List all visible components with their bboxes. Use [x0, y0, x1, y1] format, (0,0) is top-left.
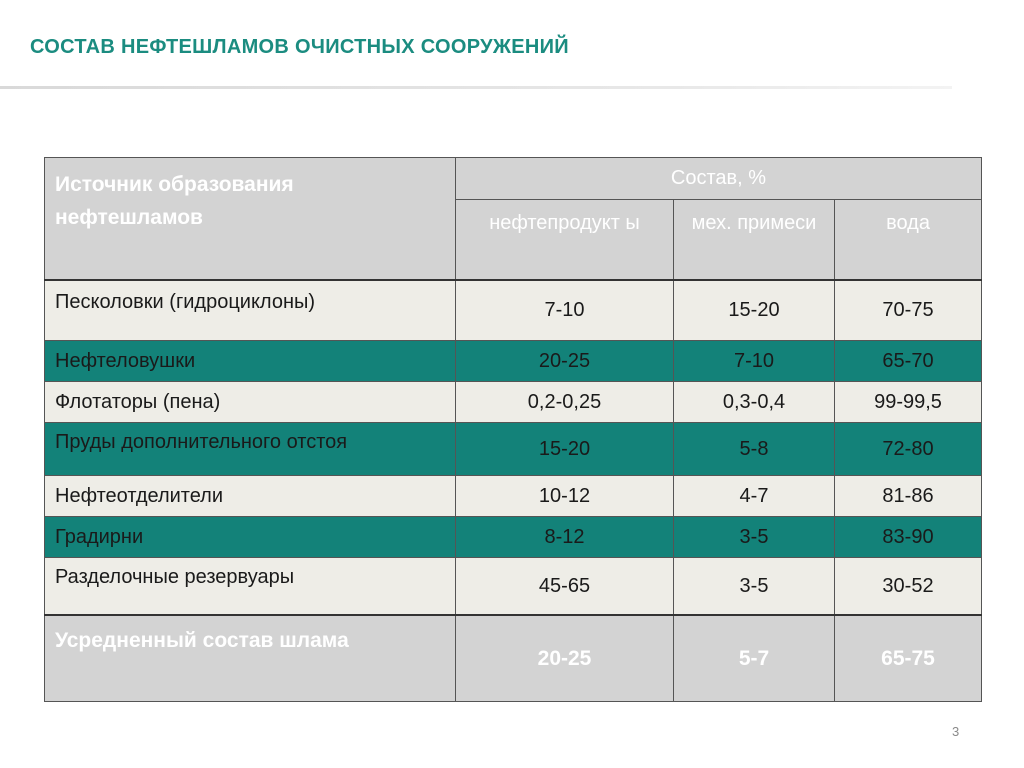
header-oil-products: нефтепродукт ы [456, 200, 674, 281]
average-water-value: 65-75 [835, 615, 982, 702]
row-oil-value: 8-12 [456, 517, 674, 558]
row-source-name: Разделочные резервуары [45, 558, 456, 616]
row-source-name: Песколовки (гидроциклоны) [45, 280, 456, 341]
title-divider [0, 86, 952, 89]
slide-title: СОСТАВ НЕФТЕШЛАМОВ ОЧИСТНЫХ СООРУЖЕНИЙ [30, 36, 569, 58]
row-water-value: 81-86 [835, 476, 982, 517]
row-water-value: 30-52 [835, 558, 982, 616]
header-water: вода [835, 200, 982, 281]
row-solids-value: 15-20 [674, 280, 835, 341]
table-row [45, 280, 982, 341]
header-composition: Состав, % [456, 158, 982, 200]
row-oil-value: 10-12 [456, 476, 674, 517]
table-row [45, 476, 982, 517]
table-row [45, 517, 982, 558]
row-source-name: Флотаторы (пена) [45, 382, 456, 423]
row-solids-value: 3-5 [674, 558, 835, 616]
row-oil-value: 7-10 [456, 280, 674, 341]
row-source-name: Нефтеловушки [45, 341, 456, 382]
row-oil-value: 20-25 [456, 341, 674, 382]
row-water-value: 65-70 [835, 341, 982, 382]
table-row [45, 382, 982, 423]
row-solids-value: 5-8 [674, 423, 835, 476]
row-solids-value: 4-7 [674, 476, 835, 517]
row-oil-value: 0,2-0,25 [456, 382, 674, 423]
row-water-value: 99-99,5 [835, 382, 982, 423]
average-label: Усредненный состав шлама [45, 615, 456, 702]
row-water-value: 72-80 [835, 423, 982, 476]
row-oil-value: 15-20 [456, 423, 674, 476]
average-row [45, 615, 982, 702]
row-source-name: Градирни [45, 517, 456, 558]
page-number: 3 [952, 724, 960, 739]
average-solids-value: 5-7 [674, 615, 835, 702]
row-water-value: 83-90 [835, 517, 982, 558]
average-oil-value: 20-25 [456, 615, 674, 702]
row-solids-value: 7-10 [674, 341, 835, 382]
row-source-name: Нефтеотделители [45, 476, 456, 517]
row-oil-value: 45-65 [456, 558, 674, 616]
table-row [45, 423, 982, 476]
table-row [45, 558, 982, 616]
header-source: Источник образования нефтешламов [45, 158, 456, 281]
row-solids-value: 0,3-0,4 [674, 382, 835, 423]
row-water-value: 70-75 [835, 280, 982, 341]
row-solids-value: 3-5 [674, 517, 835, 558]
header-mech-impurities: мех. примеси [674, 200, 835, 281]
row-source-name: Пруды дополнительного отстоя [45, 423, 456, 476]
table-row [45, 341, 982, 382]
sludge-composition-table [44, 157, 982, 702]
